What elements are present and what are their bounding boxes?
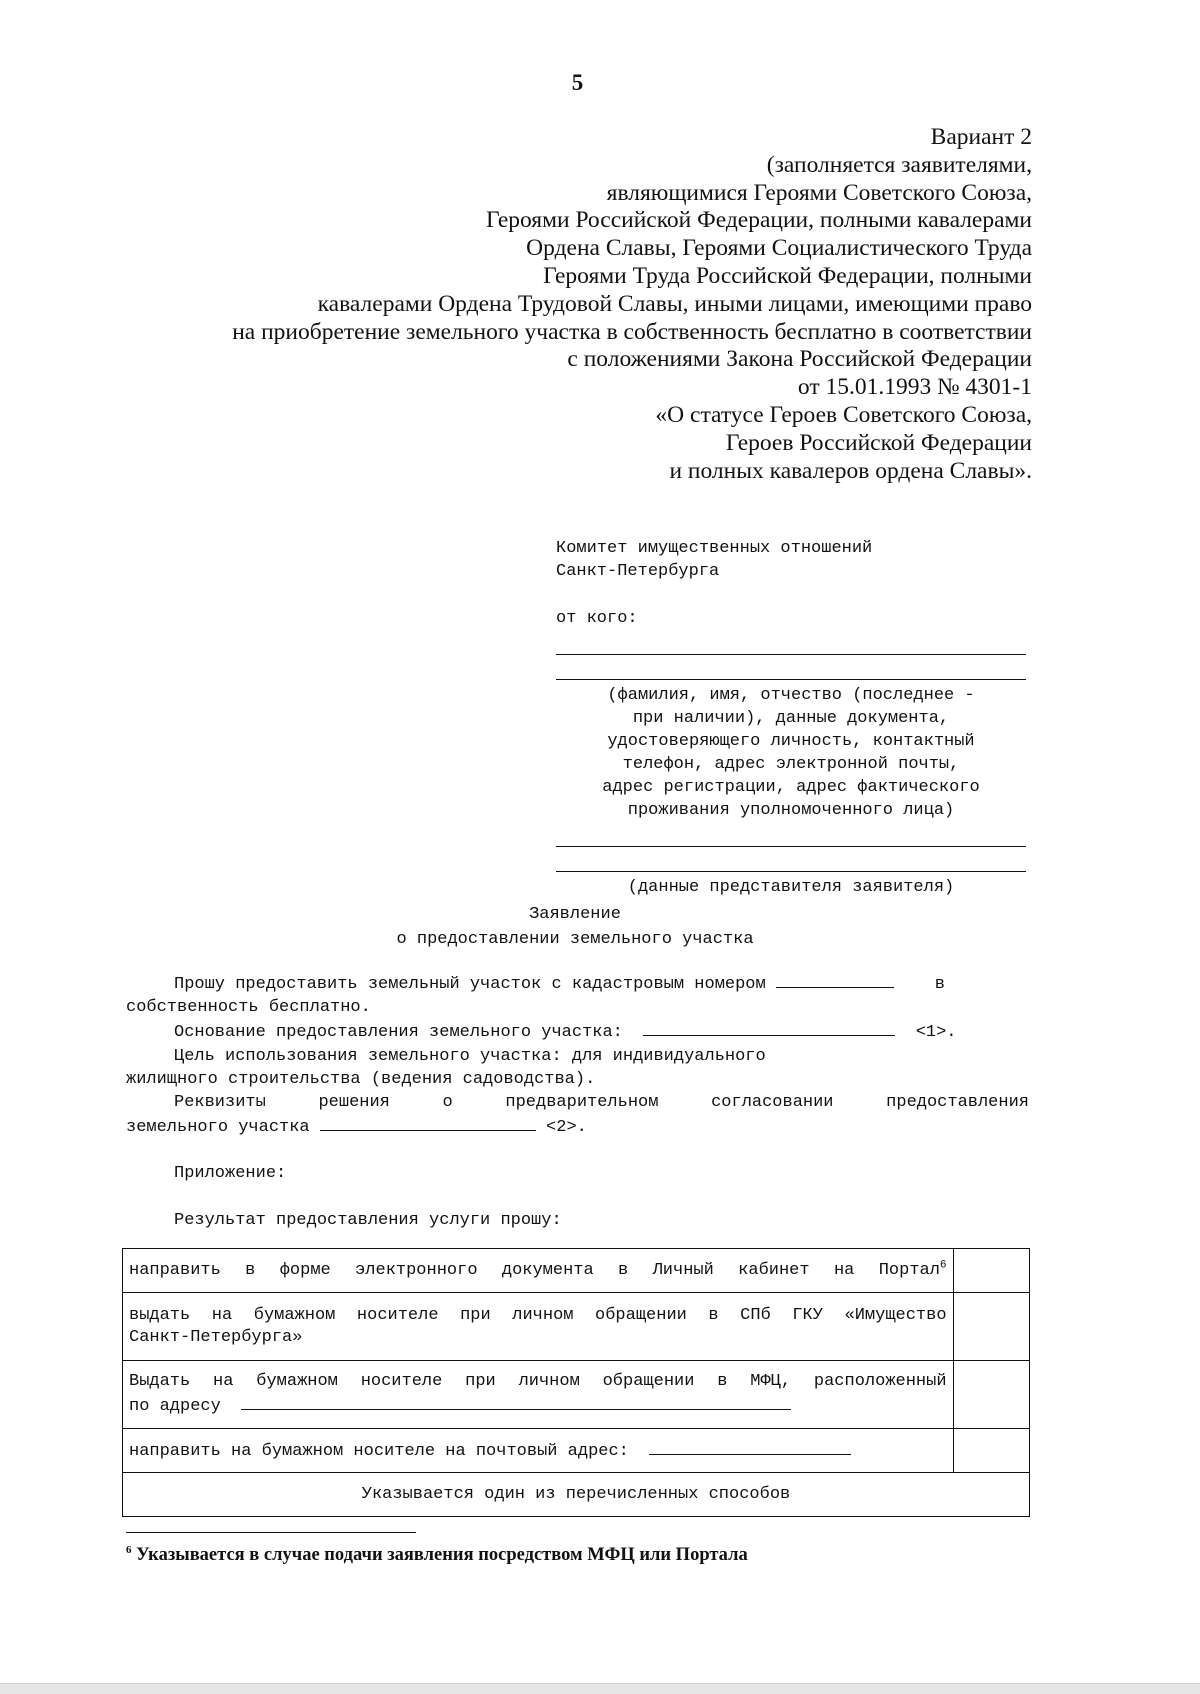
header-line: и полных кавалеров ордена Славы». — [669, 457, 1032, 484]
option-checkbox[interactable] — [953, 1361, 1029, 1429]
applicant-field-line-1[interactable] — [556, 630, 1026, 655]
footnote — [126, 1545, 748, 1566]
option-text: выдать на бумажном носителе при личном обращении в СПб ГКУ «Имущество — [129, 1305, 947, 1325]
header-line: являющимися Героями Советского Союза, — [606, 179, 1032, 206]
decision-field[interactable] — [320, 1114, 536, 1131]
header-line: «О статусе Героев Советского Союза, — [655, 401, 1032, 428]
representative-field-line-2[interactable] — [556, 847, 1026, 872]
request-text-in: в — [934, 975, 945, 994]
option-checkbox[interactable] — [953, 1293, 1029, 1361]
option-checkbox[interactable] — [953, 1249, 1029, 1293]
footnote-marker: 6 — [939, 1258, 947, 1271]
basis-text: Основание предоставления земельного участка: — [174, 1023, 623, 1043]
caption-line: адрес регистрации, адрес фактического — [602, 778, 980, 797]
request-paragraph — [126, 971, 1029, 996]
decision-text: земельного участка — [126, 1118, 310, 1138]
table-row — [123, 1249, 1030, 1293]
result-label: Результат предоставления услуги прошу: — [174, 1210, 562, 1230]
basis-paragraph — [126, 1019, 1029, 1044]
header-line: (заполняется заявителями, — [766, 151, 1032, 178]
header-line: на приобретение земельного участка в собственность бесплатно в соответствии — [232, 318, 1032, 345]
attachment-label: Приложение: — [174, 1164, 287, 1184]
postal-address-field[interactable] — [649, 1438, 851, 1455]
applicant-field-line-2[interactable] — [556, 655, 1026, 680]
caption-line: (фамилия, имя, отчество (последнее - — [607, 686, 975, 705]
caption-line: удостоверяющего личность, контактный — [607, 732, 975, 751]
purpose-paragraph: Цель использования земельного участка: для индивидуального — [174, 1046, 766, 1066]
option-text: Санкт-Петербурга» — [129, 1327, 303, 1347]
table-row — [123, 1361, 1030, 1429]
option-electronic-portal — [123, 1249, 954, 1293]
option-text: по адресу — [129, 1397, 221, 1416]
cadastral-number-field[interactable] — [776, 971, 894, 988]
header-line: Ордена Славы, Героями Социалистического Труда — [526, 235, 1032, 262]
header-line: от 15.01.1993 № 4301-1 — [797, 374, 1032, 401]
caption-line: телефон, адрес электронной почты, — [622, 755, 960, 774]
mfc-address-field[interactable] — [241, 1393, 791, 1410]
basis-field[interactable] — [643, 1019, 895, 1036]
footnote-text: Указывается в случае подачи заявления посредством МФЦ или Портала — [136, 1545, 748, 1565]
committee-name-line2: Санкт-Петербурга — [556, 562, 720, 581]
scan-bottom-edge — [0, 1683, 1200, 1694]
option-paper-gku — [123, 1293, 954, 1361]
caption-line: проживания уполномоченного лица) — [627, 801, 955, 820]
option-text: Выдать на бумажном носителе при личном обращении в МФЦ, расположенный — [129, 1372, 947, 1391]
title-line1: Заявление — [529, 905, 621, 924]
document-title — [0, 902, 1150, 952]
header-line: Героями Российской Федерации, полными кавалерами — [486, 207, 1032, 234]
footnote-divider — [126, 1532, 416, 1533]
representative-field-line-1[interactable] — [556, 822, 1026, 847]
option-paper-mfc — [123, 1361, 954, 1429]
footnote-ref-2: <2>. — [546, 1118, 587, 1138]
variant-header — [132, 124, 1032, 485]
table-row — [123, 1473, 1030, 1517]
committee-name-line1: Комитет имущественных отношений — [556, 539, 873, 558]
addressee-block — [556, 537, 1026, 899]
mfc-address-row — [129, 1393, 947, 1418]
option-postal — [123, 1429, 954, 1473]
option-text: направить в форме электронного документа в Личный кабинет на Портал — [129, 1260, 940, 1280]
table-row — [123, 1429, 1030, 1473]
from-label: от кого: — [556, 609, 638, 628]
applicant-caption — [556, 680, 1026, 822]
header-line: Героев Российской Федерации — [725, 429, 1032, 456]
table-row — [123, 1293, 1030, 1361]
header-line: Вариант 2 — [930, 124, 1032, 150]
option-text: направить на бумажном носителе на почтовый адрес: — [129, 1442, 629, 1461]
title-line2: о предоставлении земельного участка — [396, 930, 754, 949]
result-method-table — [122, 1248, 1030, 1517]
page-number: 5 — [571, 70, 584, 95]
purpose-paragraph-cont: жилищного строительства (ведения садоводства). — [126, 1069, 596, 1089]
decision-paragraph-cont — [126, 1114, 1029, 1139]
request-paragraph-cont: собственность бесплатно. — [126, 998, 371, 1018]
caption-line: при наличии), данные документа, — [632, 709, 950, 728]
footnote-ref-1: <1>. — [915, 1023, 957, 1043]
option-checkbox[interactable] — [953, 1429, 1029, 1473]
header-line: Героями Труда Российской Федерации, полными — [543, 262, 1032, 289]
header-line: кавалерами Ордена Трудовой Славы, иными лицами, имеющими право — [317, 290, 1032, 317]
header-line: с положениями Закона Российской Федерации — [567, 346, 1032, 373]
representative-caption: (данные представителя заявителя) — [627, 878, 955, 897]
application-body — [126, 971, 1029, 1232]
table-note: Указывается один из перечисленных способов — [123, 1473, 1030, 1517]
footnote-number: 6 — [126, 1543, 132, 1556]
request-text: Прошу предоставить земельный участок с кадастровым номером — [174, 975, 766, 994]
decision-paragraph: Реквизиты решения о предварительном согласовании предоставления — [174, 1093, 1029, 1113]
